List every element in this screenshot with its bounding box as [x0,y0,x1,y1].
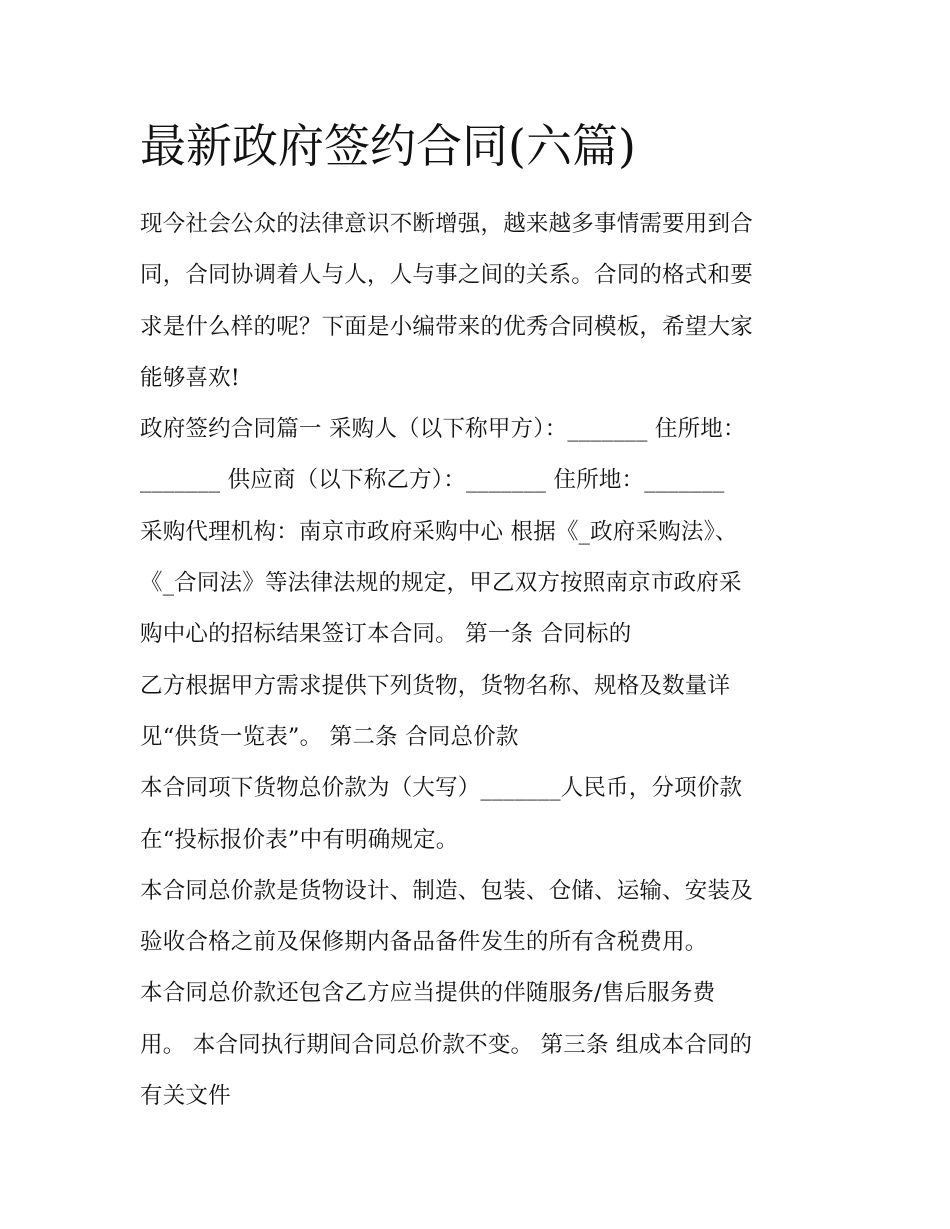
document-body [140,199,820,1122]
text-line: 验收合格之前及保修期内备品备件发生的所有含税费用。 [140,929,708,956]
text-line: 购中心的招标结果签订本合同。 第一条 合同标的 [140,621,632,648]
text-line: 本合同项下货物总价款为（大写）_______人民币，分项价款 [140,775,743,802]
text-line: 在“投标报价表”中有明确规定。 [140,826,459,853]
text-line: _______ 供应商（以下称乙方）：_______ 住所地：_______ [140,467,725,494]
text-line: 用。 本合同执行期间合同总价款不变。 第三条 组成本合同的 [140,1031,753,1058]
text-line: 《_合同法》等法律法规的规定，甲乙双方按照南京市政府采 [140,570,742,597]
text-line: 有关文件 [140,1083,231,1110]
text-line: 本合同总价款还包含乙方应当提供的伴随服务/售后服务费 [140,980,716,1007]
text-line: 采购代理机构：南京市政府采购中心 根据《_政府采购法》、 [140,518,738,545]
text-line: 求是什么样的呢？下面是小编带来的优秀合同模板，希望大家 [140,313,753,340]
text-line: 政府签约合同篇一 采购人（以下称甲方）：_______ 住所地： [140,416,746,443]
text-line: 乙方根据甲方需求提供下列货物，货物名称、规格及数量详 [140,672,731,699]
text-line: 本合同总价款是货物设计、制造、包装、仓储、运输、安装及 [140,877,753,904]
text-line: 能够喜欢! [140,364,241,391]
document-title: 最新政府签约合同(六篇) [140,119,636,173]
text-line: 现今社会公众的法律意识不断增强，越来越多事情需要用到合 [140,211,753,237]
text-line: 同，合同协调着人与人，人与事之间的关系。合同的格式和要 [140,262,753,289]
text-line: 见“供货一览表”。 第二条 合同总价款 [140,723,519,750]
